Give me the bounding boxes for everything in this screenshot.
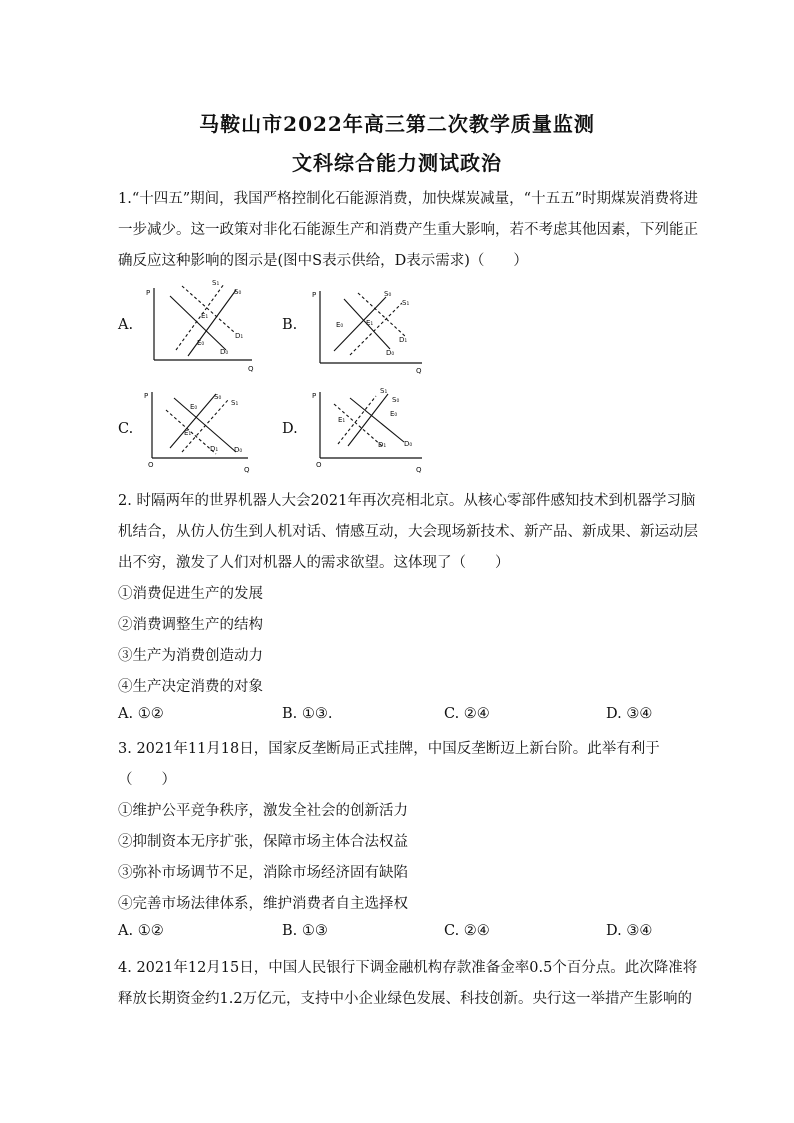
svg-text:D₁: D₁ [399,336,408,344]
svg-text:D₀: D₀ [404,440,413,448]
option-a: A. ①② [118,923,164,939]
svg-text:E₀: E₀ [197,339,205,347]
svg-text:S₀: S₀ [392,396,400,404]
svg-text:E₀: E₀ [190,403,198,411]
statement: ③弥补市场调节不足，消除市场经济固有缺陷 [118,865,408,881]
option-a: A. ①② [118,706,164,722]
option-c: C. ②④ [444,923,490,939]
option-d: D. ③④ [606,706,653,722]
svg-text:S₁: S₁ [212,279,220,287]
svg-text:E₁: E₁ [201,312,209,320]
svg-text:D₀: D₀ [234,446,243,454]
question-1-line: 一步减少。这一政策对非化石能源生产和消费产生重大影响，若不考虑其他因素，下列能正 [118,222,698,238]
svg-text:E₀: E₀ [336,321,344,329]
svg-text:S₁: S₁ [380,387,388,395]
question-1-line: 1.“十四五”期间，我国严格控制化石能源消费，加快煤炭减量，“十五五”时期煤炭消费将进 [118,191,698,207]
svg-text:D₀: D₀ [386,349,395,357]
svg-text:E₁: E₁ [184,429,192,437]
svg-text:D₁: D₁ [235,332,244,340]
svg-text:E₀: E₀ [390,410,398,418]
statement: ①消费促进生产的发展 [118,586,263,602]
svg-text:P: P [312,291,317,299]
svg-text:D₀: D₀ [220,348,229,356]
option-b-label: B. [282,317,298,333]
svg-text:D₁: D₁ [378,441,387,449]
option-c: C. ②④ [444,706,490,722]
svg-text:P: P [144,392,149,400]
svg-text:E₁: E₁ [338,416,346,424]
option-d-graph [306,386,430,474]
question-1-line: 确反应这种影响的图示是(图中S表示供给，D表示需求)（ ） [118,253,528,269]
option-b-graph [306,285,430,375]
option-d: D. ③④ [606,923,653,939]
statement: ③生产为消费创造动力 [118,648,263,664]
svg-text:P: P [146,289,151,297]
question-2-line: 出不穷，激发了人们对机器人的需求欲望。这体现了（ ） [118,555,510,571]
question-4-line: 4. 2021年12月15日，中国人民银行下调金融机构存款准备金率0.5个百分点。此次降准将 [118,960,698,976]
svg-text:O: O [148,461,154,469]
option-c-graph [140,388,256,474]
svg-text:S₀: S₀ [214,393,222,401]
svg-text:Q: Q [416,367,422,375]
statement: ②抑制资本无序扩张，保障市场主体合法权益 [118,834,408,850]
option-a-label: A. [118,317,134,333]
statement: ④完善市场法律体系，维护消费者自主选择权 [118,896,408,912]
svg-text:S₁: S₁ [402,299,410,307]
svg-text:S₀: S₀ [234,288,242,296]
svg-text:S₀: S₀ [384,290,392,298]
question-3-line: 3. 2021年11月18日，国家反垄断局正式挂牌，中国反垄断迈上新台阶。此举有利于 [118,741,660,757]
statement: ④生产决定消费的对象 [118,679,263,695]
svg-text:S₁: S₁ [231,399,239,407]
option-b: B. ①③. [282,706,333,722]
option-b: B. ①③ [282,923,328,939]
statement: ②消费调整生产的结构 [118,617,263,633]
svg-text:P: P [312,392,317,400]
option-c-label: C. [118,421,134,437]
svg-text:O: O [316,461,322,469]
page-subtitle: 文科综合能力测试政治 [292,151,502,175]
question-2-line: 机结合，从仿人仿生到人机对话、情感互动，大会现场新技术、新产品、新成果、新运动层 [118,524,698,540]
svg-text:Q: Q [248,365,254,373]
svg-text:Q: Q [244,466,250,474]
question-3-line: （ ） [118,772,176,788]
svg-text:E₁: E₁ [366,319,374,327]
svg-text:D₁: D₁ [210,445,219,453]
question-2-line: 2. 时隔两年的世界机器人大会2021年再次亮相北京。从核心零部件感知技术到机器学习脑 [118,493,696,509]
statement: ①维护公平竞争秩序，激发全社会的创新活力 [118,803,408,819]
option-a-graph [140,278,260,376]
option-d-label: D. [282,421,298,437]
svg-text:Q: Q [416,466,422,474]
question-4-line: 释放长期资金约1.2万亿元，支持中小企业绿色发展、科技创新。央行这一举措产生影响的 [118,991,693,1007]
page-title: 马鞍山市2022年高三第二次教学质量监测 [199,112,595,136]
